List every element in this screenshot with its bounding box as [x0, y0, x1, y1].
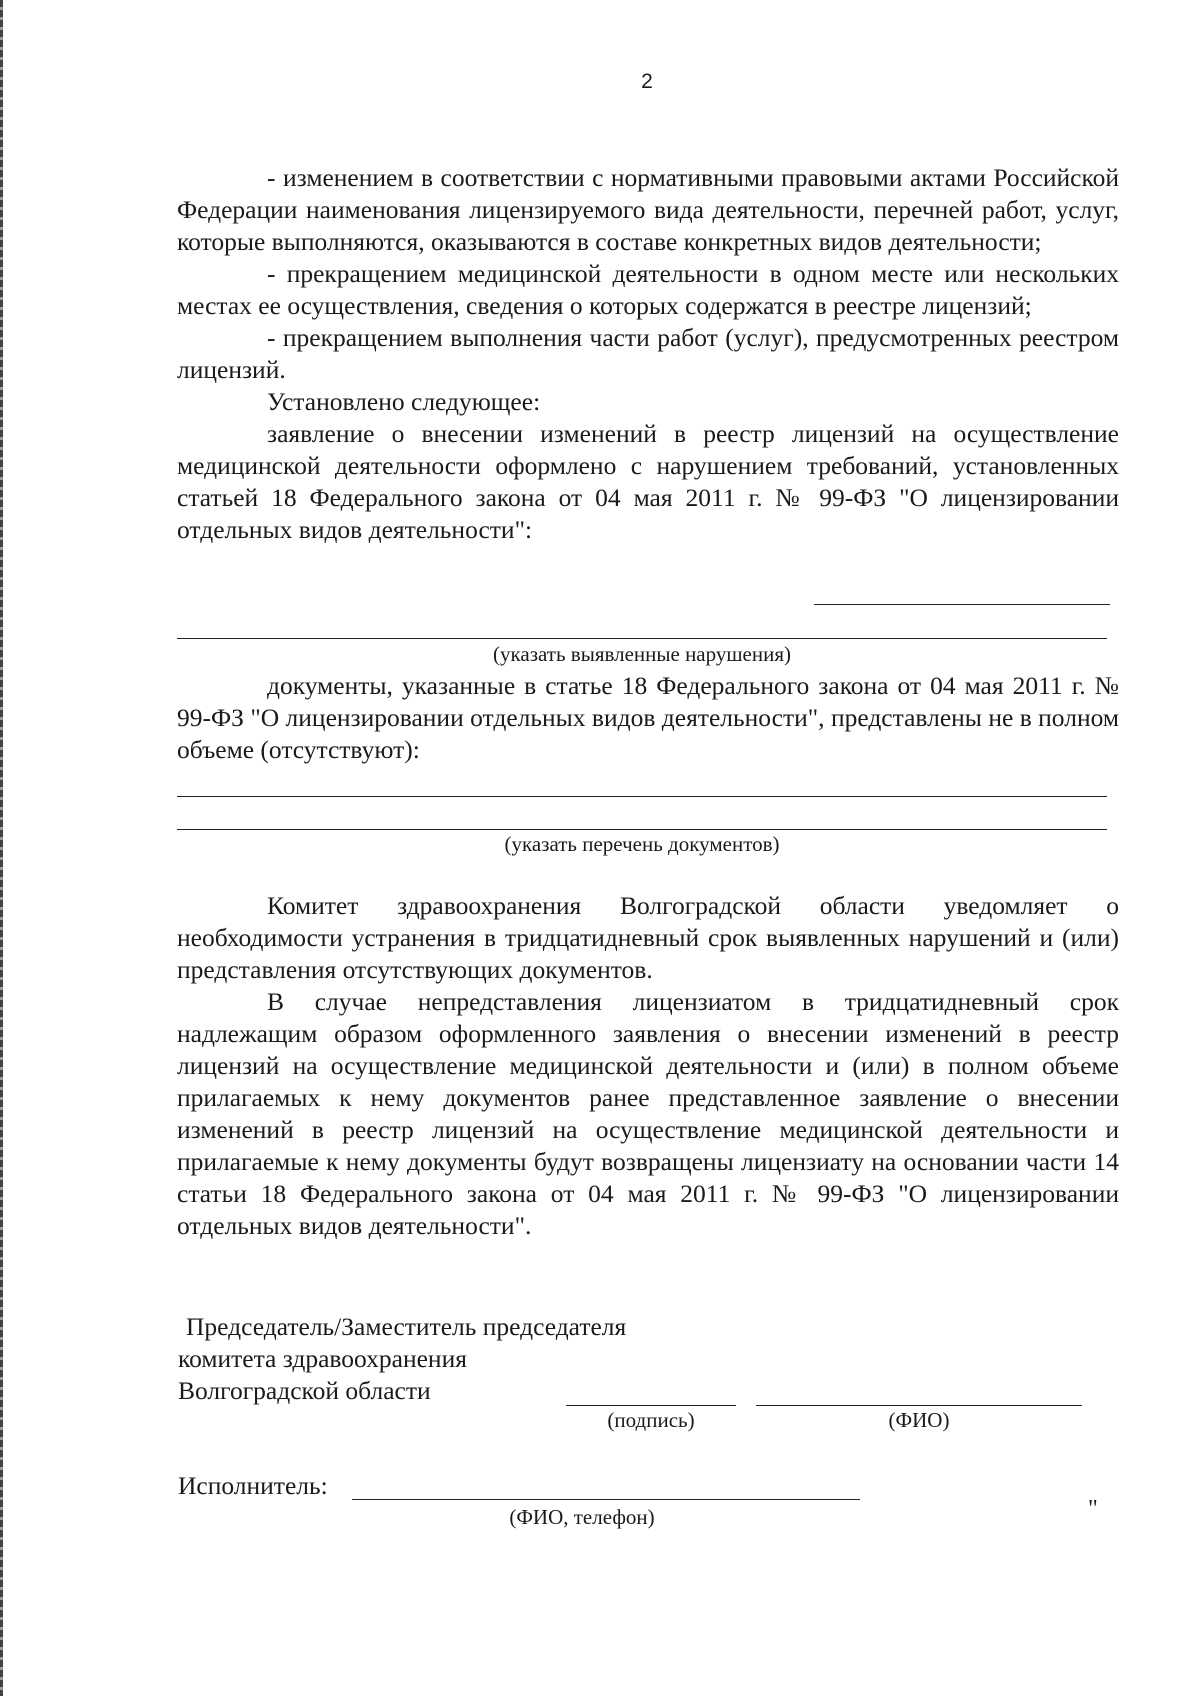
caption-signature: (подпись) [607, 1408, 695, 1432]
paragraph-change-name: - изменением в соответствии с нормативными правовыми актами Российской Федерации наименования лицензируемого вида деятельности, перечней работ, услуг, которые выполняются, оказываются в составе конкретных видов деятельности; [177, 163, 1119, 256]
signature-fill-line [566, 1405, 736, 1406]
caption-documents: (указать перечень документов) [504, 832, 780, 856]
executor-label: Исполнитель: [178, 1471, 328, 1500]
body-block-1 [177, 162, 1119, 546]
scan-edge [0, 0, 3, 1696]
paragraph-return: В случае непредставления лицензиатом в тридцатидневный срок надлежащим образом оформленного заявления о внесении изменений в реестр лицензий на осуществление медицинской деятельности и (или) в полном объеме прилагаемых к нему документов ранее представленное заявление о внесении изменений в реестр лицензий на осуществление медицинской деятельности и прилагаемые к нему документы будут возвращены лицензиату на основании части 14 статьи 18 Федерального закона от 04 мая 2011 г. № 99-ФЗ "О лицензировании отдельных видов деятельности". [177, 987, 1119, 1240]
paragraph-committee: Комитет здравоохранения Волгоградской области уведомляет о необходимости устранения в тридцатидневный срок выявленных нарушений и (или) представления отсутствующих документов. [177, 891, 1119, 984]
paragraph-stop-works: - прекращением выполнения части работ (услуг), предусмотренных реестром лицензий. [177, 323, 1119, 384]
paragraph-application: заявление о внесении изменений в реестр лицензий на осуществление медицинской деятельности оформлено с нарушением требований, установленных статьей 18 Федерального закона от 04 мая 2011 г. № 99-ФЗ "О лицензировании отдельных видов деятельности": [177, 419, 1119, 544]
signer-position-line-3: Волгоградской области [178, 1376, 431, 1405]
documents-fill-line-2 [177, 829, 1107, 830]
signer-position-line-1: Председатель/Заместитель председателя [186, 1312, 627, 1341]
body-block-2 [177, 670, 1119, 766]
signer-position-line-2: комитета здравоохранения [178, 1344, 467, 1373]
executor-fill-line [352, 1499, 860, 1500]
caption-fio: (ФИО) [888, 1408, 950, 1432]
documents-fill-line-1 [177, 796, 1107, 797]
body-block-3 [177, 890, 1119, 1242]
paragraph-stop-places: - прекращением медицинской деятельности в одном месте или нескольких местах ее осуществления, сведения о которых содержатся в реестре лицензий; [177, 259, 1119, 320]
fio-fill-line [756, 1405, 1082, 1406]
violations-fill-line-2 [177, 638, 1107, 639]
established-heading: Установлено следующее: [267, 387, 541, 416]
violations-fill-line-1 [814, 604, 1110, 605]
page-number: 2 [641, 70, 653, 93]
paragraph-documents: документы, указанные в статье 18 Федерального закона от 04 мая 2011 г. № 99-ФЗ "О лицензировании отдельных видов деятельности", представлены не в полном объеме (отсутствуют): [177, 671, 1119, 764]
caption-violations: (указать выявленные нарушения) [493, 642, 791, 666]
closing-quote: " [1088, 1496, 1098, 1522]
caption-executor: (ФИО, телефон) [509, 1505, 655, 1529]
